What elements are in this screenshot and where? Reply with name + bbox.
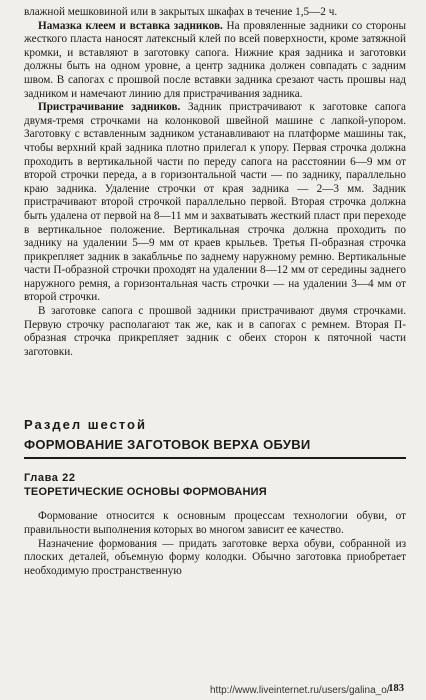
- chapter-title: ТЕОРЕТИЧЕСКИЕ ОСНОВЫ ФОРМОВАНИЯ: [24, 486, 267, 499]
- paragraph-intro: Формование относится к основным процессам технологии обуви, от правильности выполнения которых во многом зависит ее качество.: [24, 510, 406, 537]
- section-title: ФОРМОВАНИЕ ЗАГОТОВОК ВЕРХА ОБУВИ: [24, 436, 406, 459]
- paragraph-prosvoy: В заготовке сапога с прошвой задники пристрачивают двумя строчками. Первую строчку располагают так же, как и в сапогах с ремнем. Вторая П-образная строчка прикрепляет задник с обеих сторон к пяточной части заготовки.: [24, 305, 406, 358]
- paragraph-glue-insert: Намазка клеем и вставка задников. На провяленные задники со стороны жесткого пласта наносят латексный клей по всей поверхности, кроме затяжной кромки, и вставляют в заготовку сапога. Нижние края задника и заготовки должны быть на одном уровне, а центр задника должен совпадать с задним швом. В сапогах с прошвой после вставки задника срезают часть прошвы над задником и намечают линию для пристрачивания задника.: [24, 19, 406, 100]
- page-number: 183: [388, 683, 404, 694]
- paragraph-heading: Пристрачивание задников.: [38, 101, 181, 114]
- paragraph-heading: Намазка клеем и вставка задников.: [38, 19, 223, 32]
- section-label: Раздел шестой: [24, 417, 147, 433]
- body-text-top: [24, 6, 406, 359]
- paragraph-continued: влажной мешковиной или в закрытых шкафах в течение 1,5—2 ч.: [24, 6, 338, 18]
- body-text-bottom: [24, 510, 406, 578]
- watermark-url: http://www.liveinternet.ru/users/galina_o/: [210, 685, 390, 696]
- paragraph-purpose: Назначение формования — придать заготовке верха обуви, собранной из плоских деталей, объемную форму колодки. Обычно заготовка приобретает необходимую пространственную: [24, 537, 406, 577]
- chapter-label: Глава 22: [24, 472, 76, 485]
- paragraph-stitching: Пристрачивание задников. Задник пристрачивают к заготовке сапога двумя-тремя строчками на колонковой швейной машине с лапкой-упором. Заготовку с вставленным задником устанавливают на платформе машины так, чтобы верхний край задника плотно прилегал к упору. Первая строчка должна проходить в вертикальной части по переду сапога на расстоянии 6—9 мм от второй строчки переда, а в горизонтальной части — по заднику, параллельно краю задника. Удаление строчки от края задника — 2—3 мм. Задник пристрачивают второй строчкой параллельно первой. Вторая строчка должна быть удалена от первой на 8—11 мм и захватывать жесткий пласт при переходе в вертикальное положение. Вертикальная строчка должна проходить по заднику на удалении 5—9 мм от краев крыльев. Третья П-образная строчка прикрепляет задник в закабльчье по заднему наружному ремню. Вертикальные части П-образной строчки проходят на удалении 8—12 мм от середины заднего наружного ремня, а горизонтальная часть строчки — на удалении 3—4 мм от второй строчки.: [24, 101, 406, 304]
